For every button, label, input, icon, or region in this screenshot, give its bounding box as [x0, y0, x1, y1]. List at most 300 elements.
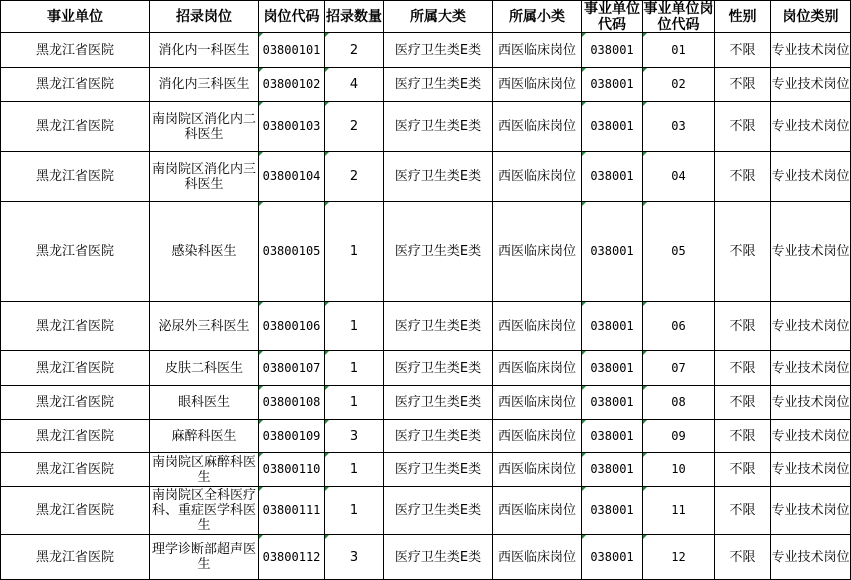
cell-text: 不限 — [729, 428, 756, 444]
header-label: 招录岗位 — [176, 8, 232, 25]
cell-text: 038001 — [590, 119, 634, 133]
header-label: 事业单位代码 — [584, 0, 640, 33]
cell-text: 专业技术岗位 — [771, 244, 850, 259]
cell-text: 03800103 — [262, 119, 321, 133]
cell-text: 皮肤二科医生 — [164, 360, 243, 376]
cell-text: 黑龙江省医院 — [35, 360, 114, 376]
cell-text: 1 — [349, 360, 359, 376]
comment-marker-icon — [259, 68, 263, 72]
cell-unit-code[interactable] — [582, 453, 643, 487]
cell-text: 2 — [349, 119, 359, 134]
cell-unit-code[interactable] — [582, 33, 643, 68]
cell-unit[interactable] — [0, 33, 150, 68]
cell-text: 不限 — [729, 549, 756, 565]
cell-gender[interactable] — [715, 202, 771, 302]
cell-text: 专业技术岗位 — [771, 318, 850, 334]
cell-text: 1 — [349, 318, 359, 334]
cell-unit-code[interactable] — [582, 487, 643, 535]
cell-text: 南岗院区全科医疗科、重症医学科医生 — [151, 488, 256, 533]
comment-marker-icon — [643, 351, 647, 355]
cell-text: 11 — [671, 503, 686, 517]
cell-unit[interactable] — [0, 302, 150, 351]
cell-text: 黑龙江省医院 — [35, 549, 114, 565]
cell-position[interactable] — [150, 102, 259, 152]
header-label: 性别 — [728, 8, 757, 25]
cell-position-code[interactable] — [259, 487, 325, 535]
cell-unit[interactable] — [0, 68, 150, 102]
cell-text: 黑龙江省医院 — [35, 169, 114, 184]
cell-position-code[interactable] — [259, 453, 325, 487]
cell-subcategory[interactable] — [493, 152, 582, 202]
comment-marker-icon — [582, 68, 586, 72]
cell-text: 038001 — [590, 169, 634, 183]
cell-text: 西医临床岗位 — [497, 360, 576, 376]
comment-marker-icon — [582, 152, 586, 156]
cell-text: 专业技术岗位 — [771, 503, 850, 518]
cell-subcategory[interactable] — [493, 420, 582, 453]
cell-text: 黑龙江省医院 — [35, 395, 114, 410]
comment-marker-icon — [325, 68, 329, 72]
cell-subcategory[interactable] — [493, 68, 582, 102]
cell-text: 03800107 — [262, 360, 321, 375]
cell-text: 不限 — [729, 318, 756, 334]
cell-category[interactable] — [384, 386, 493, 420]
cell-text: 08 — [671, 395, 686, 409]
cell-text: 专业技术岗位 — [771, 360, 850, 376]
cell-post-type[interactable] — [771, 68, 851, 102]
cell-position[interactable] — [150, 386, 259, 420]
cell-text: 09 — [671, 428, 686, 443]
cell-text: 038001 — [590, 428, 634, 443]
cell-text: 不限 — [729, 503, 756, 518]
cell-position[interactable] — [150, 202, 259, 302]
cell-text: 038001 — [590, 503, 634, 517]
cell-category[interactable] — [384, 302, 493, 351]
header-position-code[interactable] — [259, 0, 325, 33]
cell-text: 不限 — [729, 42, 756, 58]
cell-category[interactable] — [384, 152, 493, 202]
cell-unit-code[interactable] — [582, 102, 643, 152]
comment-marker-icon — [325, 33, 329, 37]
cell-position-code[interactable] — [259, 202, 325, 302]
cell-text: 黑龙江省医院 — [35, 462, 114, 477]
comment-marker-icon — [643, 386, 647, 390]
cell-text: 03800109 — [262, 428, 321, 443]
cell-unit-position-code[interactable] — [643, 102, 715, 152]
comment-marker-icon — [259, 33, 263, 37]
cell-category[interactable] — [384, 202, 493, 302]
cell-quota[interactable] — [325, 102, 384, 152]
header-unit-position-code[interactable] — [643, 0, 715, 33]
comment-marker-icon — [582, 302, 586, 306]
header-unit[interactable] — [0, 0, 150, 33]
cell-unit[interactable] — [0, 102, 150, 152]
cell-gender[interactable] — [715, 420, 771, 453]
header-unit-code[interactable] — [582, 0, 643, 33]
comment-marker-icon — [325, 453, 329, 457]
cell-text: 专业技术岗位 — [771, 77, 850, 92]
cell-text: 专业技术岗位 — [771, 462, 850, 477]
comment-marker-icon — [325, 102, 329, 106]
comment-marker-icon — [259, 453, 263, 457]
cell-unit[interactable] — [0, 202, 150, 302]
cell-text: 不限 — [729, 77, 756, 92]
cell-post-type[interactable] — [771, 102, 851, 152]
cell-quota[interactable] — [325, 535, 384, 580]
cell-text: 不限 — [729, 395, 756, 410]
cell-category[interactable] — [384, 487, 493, 535]
cell-unit-position-code[interactable] — [643, 302, 715, 351]
cell-unit-position-code[interactable] — [643, 420, 715, 453]
comment-marker-icon — [259, 102, 263, 106]
cell-text: 038001 — [590, 42, 634, 57]
cell-subcategory[interactable] — [493, 351, 582, 386]
cell-post-type[interactable] — [771, 302, 851, 351]
cell-unit[interactable] — [0, 420, 150, 453]
cell-gender[interactable] — [715, 453, 771, 487]
cell-unit-code[interactable] — [582, 302, 643, 351]
cell-text: 1 — [349, 503, 359, 518]
cell-post-type[interactable] — [771, 202, 851, 302]
cell-unit-code[interactable] — [582, 152, 643, 202]
cell-unit-code[interactable] — [582, 351, 643, 386]
cell-text: 西医临床岗位 — [497, 428, 576, 444]
cell-text: 医疗卫生类E类 — [394, 462, 482, 477]
cell-text: 07 — [671, 360, 686, 375]
comment-marker-icon — [325, 386, 329, 390]
cell-position[interactable] — [150, 535, 259, 580]
cell-text: 038001 — [590, 360, 634, 375]
cell-position[interactable] — [150, 420, 259, 453]
cell-post-type[interactable] — [771, 453, 851, 487]
cell-quota[interactable] — [325, 351, 384, 386]
cell-text: 医疗卫生类E类 — [394, 244, 482, 259]
cell-position-code[interactable] — [259, 152, 325, 202]
cell-text: 038001 — [590, 318, 634, 333]
cell-text: 038001 — [590, 77, 634, 91]
header-quota[interactable] — [325, 0, 384, 33]
cell-text: 西医临床岗位 — [497, 462, 576, 477]
cell-position[interactable] — [150, 68, 259, 102]
cell-text: 黑龙江省医院 — [35, 318, 114, 334]
cell-text: 医疗卫生类E类 — [394, 119, 482, 134]
cell-position[interactable] — [150, 152, 259, 202]
cell-quota[interactable] — [325, 453, 384, 487]
cell-text: 理学诊断部超声医生 — [151, 542, 256, 572]
cell-post-type[interactable] — [771, 420, 851, 453]
comment-marker-icon — [259, 535, 263, 539]
cell-position[interactable] — [150, 487, 259, 535]
comment-marker-icon — [325, 420, 329, 424]
cell-quota[interactable] — [325, 420, 384, 453]
comment-marker-icon — [643, 202, 647, 206]
cell-text: 黑龙江省医院 — [35, 428, 114, 444]
cell-text: 专业技术岗位 — [771, 428, 850, 444]
cell-position[interactable] — [150, 351, 259, 386]
cell-category[interactable] — [384, 420, 493, 453]
cell-unit-position-code[interactable] — [643, 386, 715, 420]
header-label: 招录数量 — [326, 8, 382, 25]
cell-unit[interactable] — [0, 351, 150, 386]
cell-subcategory[interactable] — [493, 302, 582, 351]
cell-text: 专业技术岗位 — [771, 169, 850, 184]
cell-text: 04 — [671, 169, 686, 183]
comment-marker-icon — [325, 302, 329, 306]
cell-text: 医疗卫生类E类 — [394, 169, 482, 184]
cell-unit-code[interactable] — [582, 535, 643, 580]
cell-gender[interactable] — [715, 535, 771, 580]
header-subcategory[interactable] — [493, 0, 582, 33]
cell-subcategory[interactable] — [493, 487, 582, 535]
cell-gender[interactable] — [715, 68, 771, 102]
cell-unit[interactable] — [0, 487, 150, 535]
header-label: 所属小类 — [509, 8, 565, 25]
comment-marker-icon — [582, 487, 586, 491]
cell-text: 医疗卫生类E类 — [394, 549, 482, 565]
cell-text: 1 — [349, 462, 359, 477]
comment-marker-icon — [643, 453, 647, 457]
cell-text: 10 — [671, 462, 686, 476]
cell-text: 专业技术岗位 — [771, 549, 850, 565]
cell-text: 03800101 — [262, 42, 321, 57]
cell-text: 不限 — [729, 244, 756, 259]
comment-marker-icon — [643, 302, 647, 306]
cell-unit[interactable] — [0, 535, 150, 580]
cell-unit-position-code[interactable] — [643, 351, 715, 386]
cell-position-code[interactable] — [259, 351, 325, 386]
cell-text: 03800102 — [262, 77, 321, 91]
cell-text: 泌尿外三科医生 — [158, 318, 250, 334]
cell-position[interactable] — [150, 302, 259, 351]
cell-text: 医疗卫生类E类 — [394, 42, 482, 58]
comment-marker-icon — [582, 386, 586, 390]
comment-marker-icon — [643, 152, 647, 156]
cell-text: 03800108 — [262, 395, 321, 409]
cell-text: 1 — [349, 395, 359, 410]
cell-post-type[interactable] — [771, 487, 851, 535]
header-gender[interactable] — [715, 0, 771, 33]
cell-unit-position-code[interactable] — [643, 152, 715, 202]
cell-text: 05 — [671, 244, 686, 258]
cell-text: 3 — [349, 428, 359, 444]
cell-text: 3 — [349, 549, 359, 565]
cell-unit[interactable] — [0, 386, 150, 420]
cell-text: 4 — [349, 77, 359, 92]
cell-text: 西医临床岗位 — [497, 503, 576, 518]
cell-category[interactable] — [384, 102, 493, 152]
cell-text: 黑龙江省医院 — [35, 77, 114, 92]
header-post-type[interactable] — [771, 0, 851, 33]
cell-quota[interactable] — [325, 152, 384, 202]
comment-marker-icon — [582, 102, 586, 106]
cell-text: 黑龙江省医院 — [35, 42, 114, 58]
comment-marker-icon — [582, 351, 586, 355]
cell-text: 03 — [671, 119, 686, 133]
cell-text: 不限 — [729, 119, 756, 134]
cell-text: 西医临床岗位 — [497, 42, 576, 58]
cell-text: 不限 — [729, 462, 756, 477]
header-label: 岗位代码 — [263, 8, 320, 25]
cell-gender[interactable] — [715, 102, 771, 152]
cell-position-code[interactable] — [259, 33, 325, 68]
cell-text: 医疗卫生类E类 — [394, 503, 482, 518]
comment-marker-icon — [643, 102, 647, 106]
cell-text: 03800104 — [262, 169, 321, 183]
cell-text: 西医临床岗位 — [497, 318, 576, 334]
comment-marker-icon — [582, 33, 586, 37]
header-label: 事业单位岗位代码 — [643, 0, 714, 33]
comment-marker-icon — [643, 33, 647, 37]
cell-text: 消化内三科医生 — [158, 77, 250, 92]
cell-post-type[interactable] — [771, 351, 851, 386]
cell-text: 西医临床岗位 — [497, 244, 576, 259]
cell-position-code[interactable] — [259, 68, 325, 102]
cell-position[interactable] — [150, 453, 259, 487]
cell-text: 03800106 — [262, 318, 321, 333]
header-position[interactable] — [150, 0, 259, 33]
cell-quota[interactable] — [325, 68, 384, 102]
cell-text: 01 — [671, 42, 686, 57]
cell-quota[interactable] — [325, 33, 384, 68]
cell-unit-position-code[interactable] — [643, 487, 715, 535]
cell-gender[interactable] — [715, 302, 771, 351]
cell-post-type[interactable] — [771, 386, 851, 420]
cell-text: 西医临床岗位 — [497, 169, 576, 184]
cell-text: 南岗院区消化内三科医生 — [151, 161, 256, 192]
cell-text: 2 — [349, 169, 359, 184]
cell-text: 南岗院区麻醉科医生 — [151, 454, 256, 485]
cell-text: 医疗卫生类E类 — [394, 77, 482, 92]
cell-gender[interactable] — [715, 487, 771, 535]
cell-text: 黑龙江省医院 — [35, 244, 114, 259]
comment-marker-icon — [582, 453, 586, 457]
comment-marker-icon — [259, 152, 263, 156]
comment-marker-icon — [325, 351, 329, 355]
cell-subcategory[interactable] — [493, 453, 582, 487]
cell-position-code[interactable] — [259, 420, 325, 453]
cell-text: 感染科医生 — [171, 244, 237, 259]
cell-category[interactable] — [384, 68, 493, 102]
cell-unit[interactable] — [0, 453, 150, 487]
comment-marker-icon — [325, 487, 329, 491]
cell-text: 038001 — [590, 549, 634, 564]
cell-subcategory[interactable] — [493, 202, 582, 302]
cell-post-type[interactable] — [771, 152, 851, 202]
comment-marker-icon — [643, 487, 647, 491]
cell-text: 不限 — [729, 169, 756, 184]
comment-marker-icon — [643, 420, 647, 424]
cell-text: 12 — [671, 549, 686, 564]
cell-gender[interactable] — [715, 33, 771, 68]
comment-marker-icon — [582, 535, 586, 539]
header-category[interactable] — [384, 0, 493, 33]
comment-marker-icon — [259, 302, 263, 306]
comment-marker-icon — [582, 202, 586, 206]
cell-gender[interactable] — [715, 351, 771, 386]
cell-text: 专业技术岗位 — [771, 395, 850, 410]
cell-position-code[interactable] — [259, 386, 325, 420]
cell-text: 2 — [349, 42, 359, 58]
cell-quota[interactable] — [325, 302, 384, 351]
cell-text: 西医临床岗位 — [497, 77, 576, 92]
cell-text: 06 — [671, 318, 686, 333]
cell-subcategory[interactable] — [493, 535, 582, 580]
cell-position-code[interactable] — [259, 102, 325, 152]
cell-text: 1 — [349, 244, 359, 259]
cell-category[interactable] — [384, 453, 493, 487]
cell-position-code[interactable] — [259, 302, 325, 351]
cell-text: 专业技术岗位 — [771, 42, 850, 58]
cell-unit-position-code[interactable] — [643, 68, 715, 102]
cell-gender[interactable] — [715, 386, 771, 420]
cell-quota[interactable] — [325, 386, 384, 420]
cell-subcategory[interactable] — [493, 386, 582, 420]
cell-quota[interactable] — [325, 202, 384, 302]
cell-subcategory[interactable] — [493, 33, 582, 68]
cell-subcategory[interactable] — [493, 102, 582, 152]
cell-text: 医疗卫生类E类 — [394, 395, 482, 410]
cell-unit-code[interactable] — [582, 420, 643, 453]
cell-unit-code[interactable] — [582, 386, 643, 420]
cell-text: 医疗卫生类E类 — [394, 360, 482, 376]
cell-gender[interactable] — [715, 152, 771, 202]
cell-text: 医疗卫生类E类 — [394, 318, 482, 334]
cell-text: 西医临床岗位 — [497, 549, 576, 565]
cell-text: 02 — [671, 77, 686, 91]
cell-category[interactable] — [384, 535, 493, 580]
comment-marker-icon — [259, 202, 263, 206]
cell-text: 医疗卫生类E类 — [394, 428, 482, 444]
cell-unit-position-code[interactable] — [643, 535, 715, 580]
cell-text: 专业技术岗位 — [771, 119, 850, 134]
cell-category[interactable] — [384, 351, 493, 386]
cell-quota[interactable] — [325, 487, 384, 535]
cell-post-type[interactable] — [771, 33, 851, 68]
comment-marker-icon — [259, 420, 263, 424]
cell-text: 西医临床岗位 — [497, 395, 576, 410]
cell-unit[interactable] — [0, 152, 150, 202]
cell-text: 03800111 — [262, 503, 321, 517]
cell-unit-position-code[interactable] — [643, 202, 715, 302]
cell-unit-position-code[interactable] — [643, 33, 715, 68]
cell-text: 03800110 — [262, 462, 321, 476]
comment-marker-icon — [325, 202, 329, 206]
header-label: 所属大类 — [410, 8, 466, 25]
cell-unit-code[interactable] — [582, 68, 643, 102]
cell-post-type[interactable] — [771, 535, 851, 580]
cell-category[interactable] — [384, 33, 493, 68]
cell-text: 眼科医生 — [177, 395, 230, 410]
cell-text: 不限 — [729, 360, 756, 376]
comment-marker-icon — [643, 68, 647, 72]
cell-text: 消化内一科医生 — [158, 42, 250, 58]
cell-text: 南岗院区消化内二科医生 — [151, 111, 256, 142]
cell-text: 03800105 — [262, 244, 321, 258]
cell-position[interactable] — [150, 33, 259, 68]
cell-unit-position-code[interactable] — [643, 453, 715, 487]
cell-text: 黑龙江省医院 — [35, 119, 114, 134]
comment-marker-icon — [325, 535, 329, 539]
cell-position-code[interactable] — [259, 535, 325, 580]
cell-unit-code[interactable] — [582, 202, 643, 302]
comment-marker-icon — [643, 535, 647, 539]
cell-text: 西医临床岗位 — [497, 119, 576, 134]
comment-marker-icon — [259, 386, 263, 390]
cell-text: 038001 — [590, 462, 634, 476]
header-label: 岗位类别 — [782, 8, 839, 25]
cell-text: 03800112 — [262, 549, 321, 564]
comment-marker-icon — [582, 420, 586, 424]
